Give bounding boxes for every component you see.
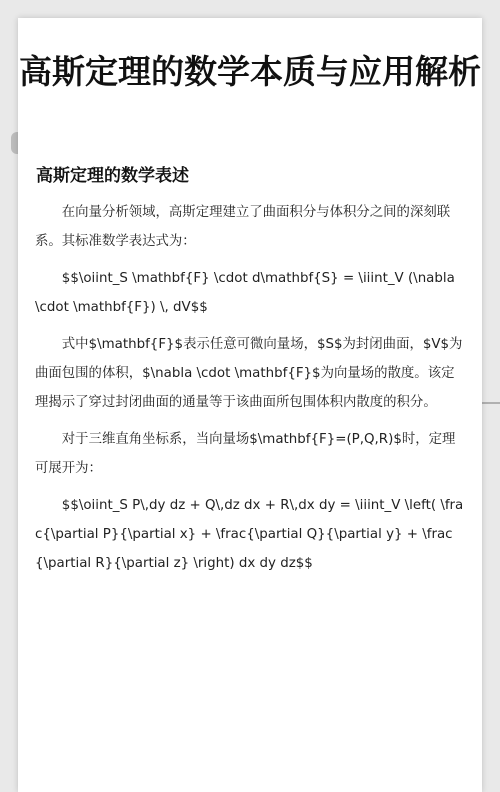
paragraph-explanation: 式中$\mathbf{F}$表示任意可微向量场，$S$为封闭曲面，$V$为曲面包围的体积，$\nabla \cdot \mathbf{F}$为向量场的散度。该定理揭示了穿过封闭曲面的通量等于该曲面所包围体积内散度的积分。: [35, 337, 463, 410]
paragraph-cartesian: 对于三维直角坐标系，当向量场$\mathbf{F}=(P,Q,R)$时，定理可展开为：: [35, 432, 456, 476]
document-title: 高斯定理的数学本质与应用解析: [19, 52, 481, 91]
document-body: [35, 198, 467, 586]
formula-gauss-cartesian: $$\oiint_S P\,dy dz + Q\,dz dx + R\,dx dy = \iiint_V \left( \frac{\partial P}{\partial x} + \frac{\partial Q}{\partial y} + \frac{\partial R}{\partial z} \right) dx dy dz$$: [35, 498, 464, 571]
document-page: [18, 18, 482, 792]
paragraph-intro: 在向量分析领域，高斯定理建立了曲面积分与体积分之间的深刻联系。其标准数学表达式为：: [35, 205, 451, 249]
section-heading: 高斯定理的数学表述: [36, 166, 189, 186]
formula-gauss-vector: $$\oiint_S \mathbf{F} \cdot d\mathbf{S} = \iiint_V (\nabla \cdot \mathbf{F}) \, dV$$: [35, 271, 455, 315]
scan-edge-mark-right: [482, 402, 500, 404]
